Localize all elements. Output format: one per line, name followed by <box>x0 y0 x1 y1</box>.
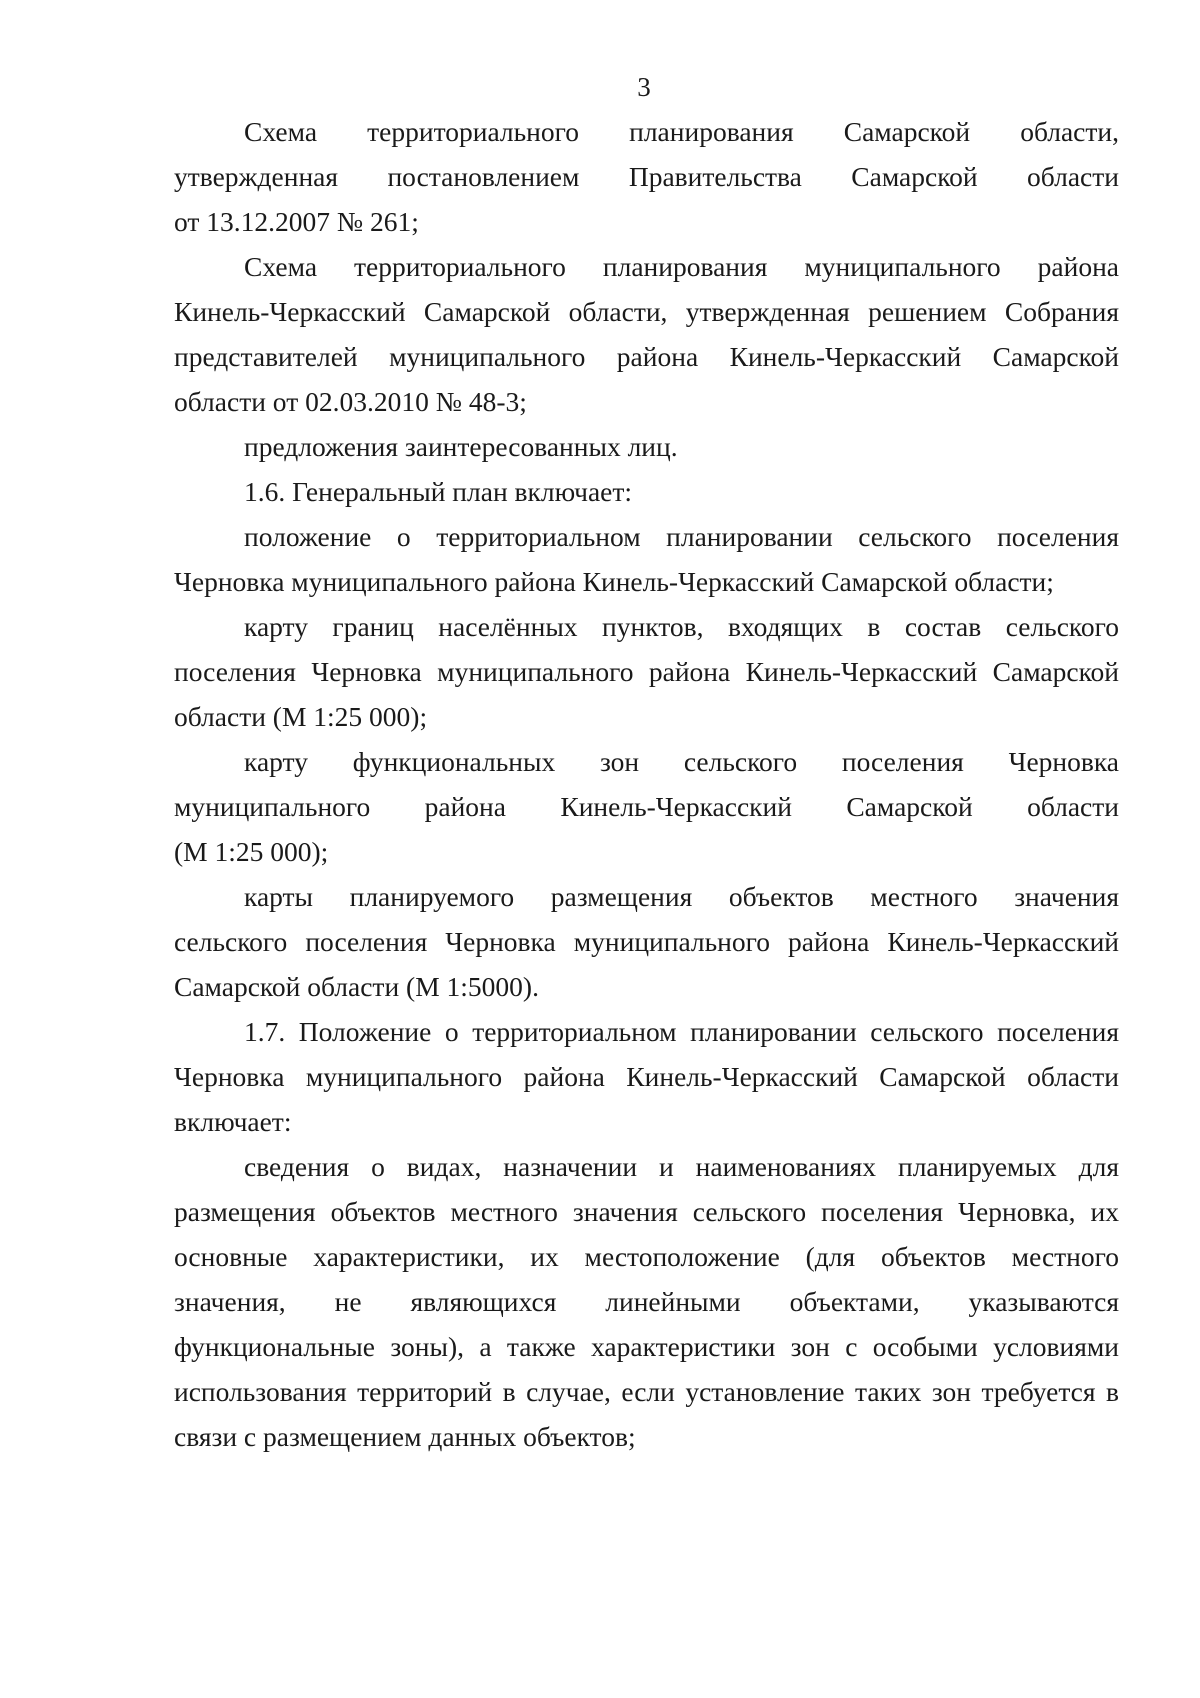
text-line: поселения Черновка муниципального района Кинель-Черкасский Самарской <box>174 656 1119 687</box>
page-number: 3 <box>637 72 651 102</box>
text-line: карту функциональных зон сельского поселения Черновка <box>244 746 1119 777</box>
text-line: Кинель-Черкасский Самарской области, утвержденная решением Собрания <box>174 296 1119 327</box>
text-line: предложения заинтересованных лиц. <box>244 431 678 462</box>
text-line: связи с размещением данных объектов; <box>174 1421 636 1452</box>
text-line: карты планируемого размещения объектов местного значения <box>244 881 1119 912</box>
text-line: Черновка муниципального района Кинель-Черкасский Самарской области; <box>174 566 1054 597</box>
text-line: значения, не являющихся линейными объектами, указываются <box>174 1286 1119 1317</box>
text-line: (М 1:25 000); <box>174 836 329 867</box>
text-line: области от 02.03.2010 № 48-3; <box>174 386 527 417</box>
text-line: Схема территориального планирования Самарской области, <box>244 116 1119 147</box>
text-line: Схема территориального планирования муниципального района <box>244 251 1119 282</box>
text-line: использования территорий в случае, если установление таких зон требуется в <box>174 1376 1119 1407</box>
text-line: 1.6. Генеральный план включает: <box>244 476 633 507</box>
text-line: утвержденная постановлением Правительства Самарской области <box>174 161 1119 192</box>
text-line: положение о территориальном планировании сельского поселения <box>244 521 1119 552</box>
text-line: от 13.12.2007 № 261; <box>174 206 419 237</box>
text-line: Самарской области (М 1:5000). <box>174 971 539 1002</box>
text-line: сельского поселения Черновка муниципального района Кинель-Черкасский <box>174 926 1119 957</box>
text-line: Черновка муниципального района Кинель-Черкасский Самарской области <box>174 1061 1119 1092</box>
text-line: функциональные зоны), а также характеристики зон с особыми условиями <box>174 1331 1119 1362</box>
text-line: области (М 1:25 000); <box>174 701 428 732</box>
text-line: 1.7. Положение о территориальном планировании сельского поселения <box>244 1016 1119 1047</box>
text-line: включает: <box>174 1106 292 1137</box>
text-line: карту границ населённых пунктов, входящих в состав сельского <box>244 611 1119 642</box>
text-line: сведения о видах, назначении и наименованиях планируемых для <box>244 1151 1119 1182</box>
text-line: размещения объектов местного значения сельского поселения Черновка, их <box>174 1196 1119 1227</box>
text-line: представителей муниципального района Кинель-Черкасский Самарской <box>174 341 1119 372</box>
text-line: основные характеристики, их местоположение (для объектов местного <box>174 1241 1119 1272</box>
text-line: муниципального района Кинель-Черкасский Самарской области <box>174 791 1119 822</box>
